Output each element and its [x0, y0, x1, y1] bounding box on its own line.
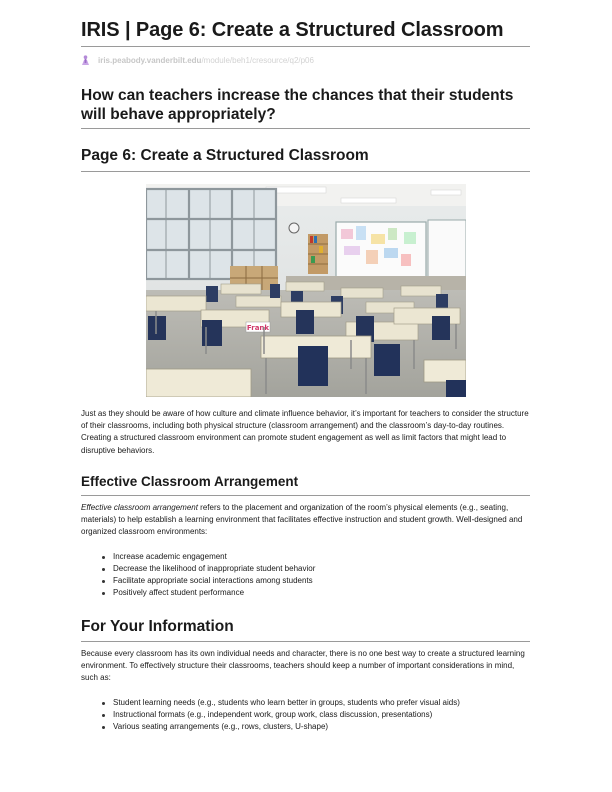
- classroom-photo: [146, 184, 466, 397]
- fyi-heading: For Your Information: [81, 618, 234, 635]
- source-url[interactable]: [81, 54, 314, 66]
- list-item: Student learning needs (e.g., students who learn better in groups, students who prefer visual aids): [101, 697, 460, 709]
- list-item: Increase academic engagement: [101, 551, 315, 563]
- url-path[interactable]: /module/beh1/cresource/q2/p06: [201, 55, 314, 65]
- iris-favicon-icon: [81, 55, 90, 66]
- arrangement-paragraph: [81, 502, 530, 539]
- title-divider: [81, 46, 530, 47]
- arrangement-divider: [81, 495, 530, 496]
- intro-paragraph: Just as they should be aware of how culture and climate influence behavior, it’s important for teachers to consider the structure of their classrooms, including both physical structure (classroom arrangement) and the classroom’s day-to-day routines. Creating a structured classroom environment can promote student engagement as well as limit factors that might lead to disruptive behaviors.: [81, 409, 529, 455]
- document-title: IRIS | Page 6: Create a Structured Classroom: [81, 19, 504, 41]
- fyi-considerations-list: [101, 697, 460, 733]
- question-heading: How can teachers increase the chances that their students will behave appropriately?: [81, 87, 514, 123]
- question-divider: [81, 128, 530, 129]
- desk-name-sign: Frank: [246, 324, 270, 332]
- arrangement-benefits-list: [101, 551, 315, 599]
- fyi-divider: [81, 641, 530, 642]
- page-heading: Page 6: Create a Structured Classroom: [81, 147, 369, 164]
- url-domain[interactable]: iris.peabody.vanderbilt.edu: [98, 55, 202, 65]
- list-item: Instructional formats (e.g., independent work, group work, class discussion, presentations): [101, 709, 460, 721]
- list-item: Facilitate appropriate social interactions among students: [101, 575, 315, 587]
- arrangement-heading: Effective Classroom Arrangement: [81, 474, 299, 489]
- arrangement-term: Effective classroom arrangement: [81, 503, 198, 512]
- list-item: Various seating arrangements (e.g., rows, clusters, U-shape): [101, 721, 460, 733]
- fyi-paragraph: Because every classroom has its own individual needs and character, there is no one best way to create a structured learning environment. To effectively structure their classrooms, teachers should keep a number of important considerations in mind, such as:: [81, 649, 525, 683]
- list-item: Decrease the likelihood of inappropriate student behavior: [101, 563, 315, 575]
- list-item: Positively affect student performance: [101, 587, 315, 599]
- page-heading-divider: [81, 171, 530, 172]
- arrangement-definition: refers to the placement and organization of the room’s physical elements (e.g., seating, materials) to help establish a learning environment that facilitates effective instruction and student growth. Well-designed and organized classroom environments:: [81, 503, 523, 537]
